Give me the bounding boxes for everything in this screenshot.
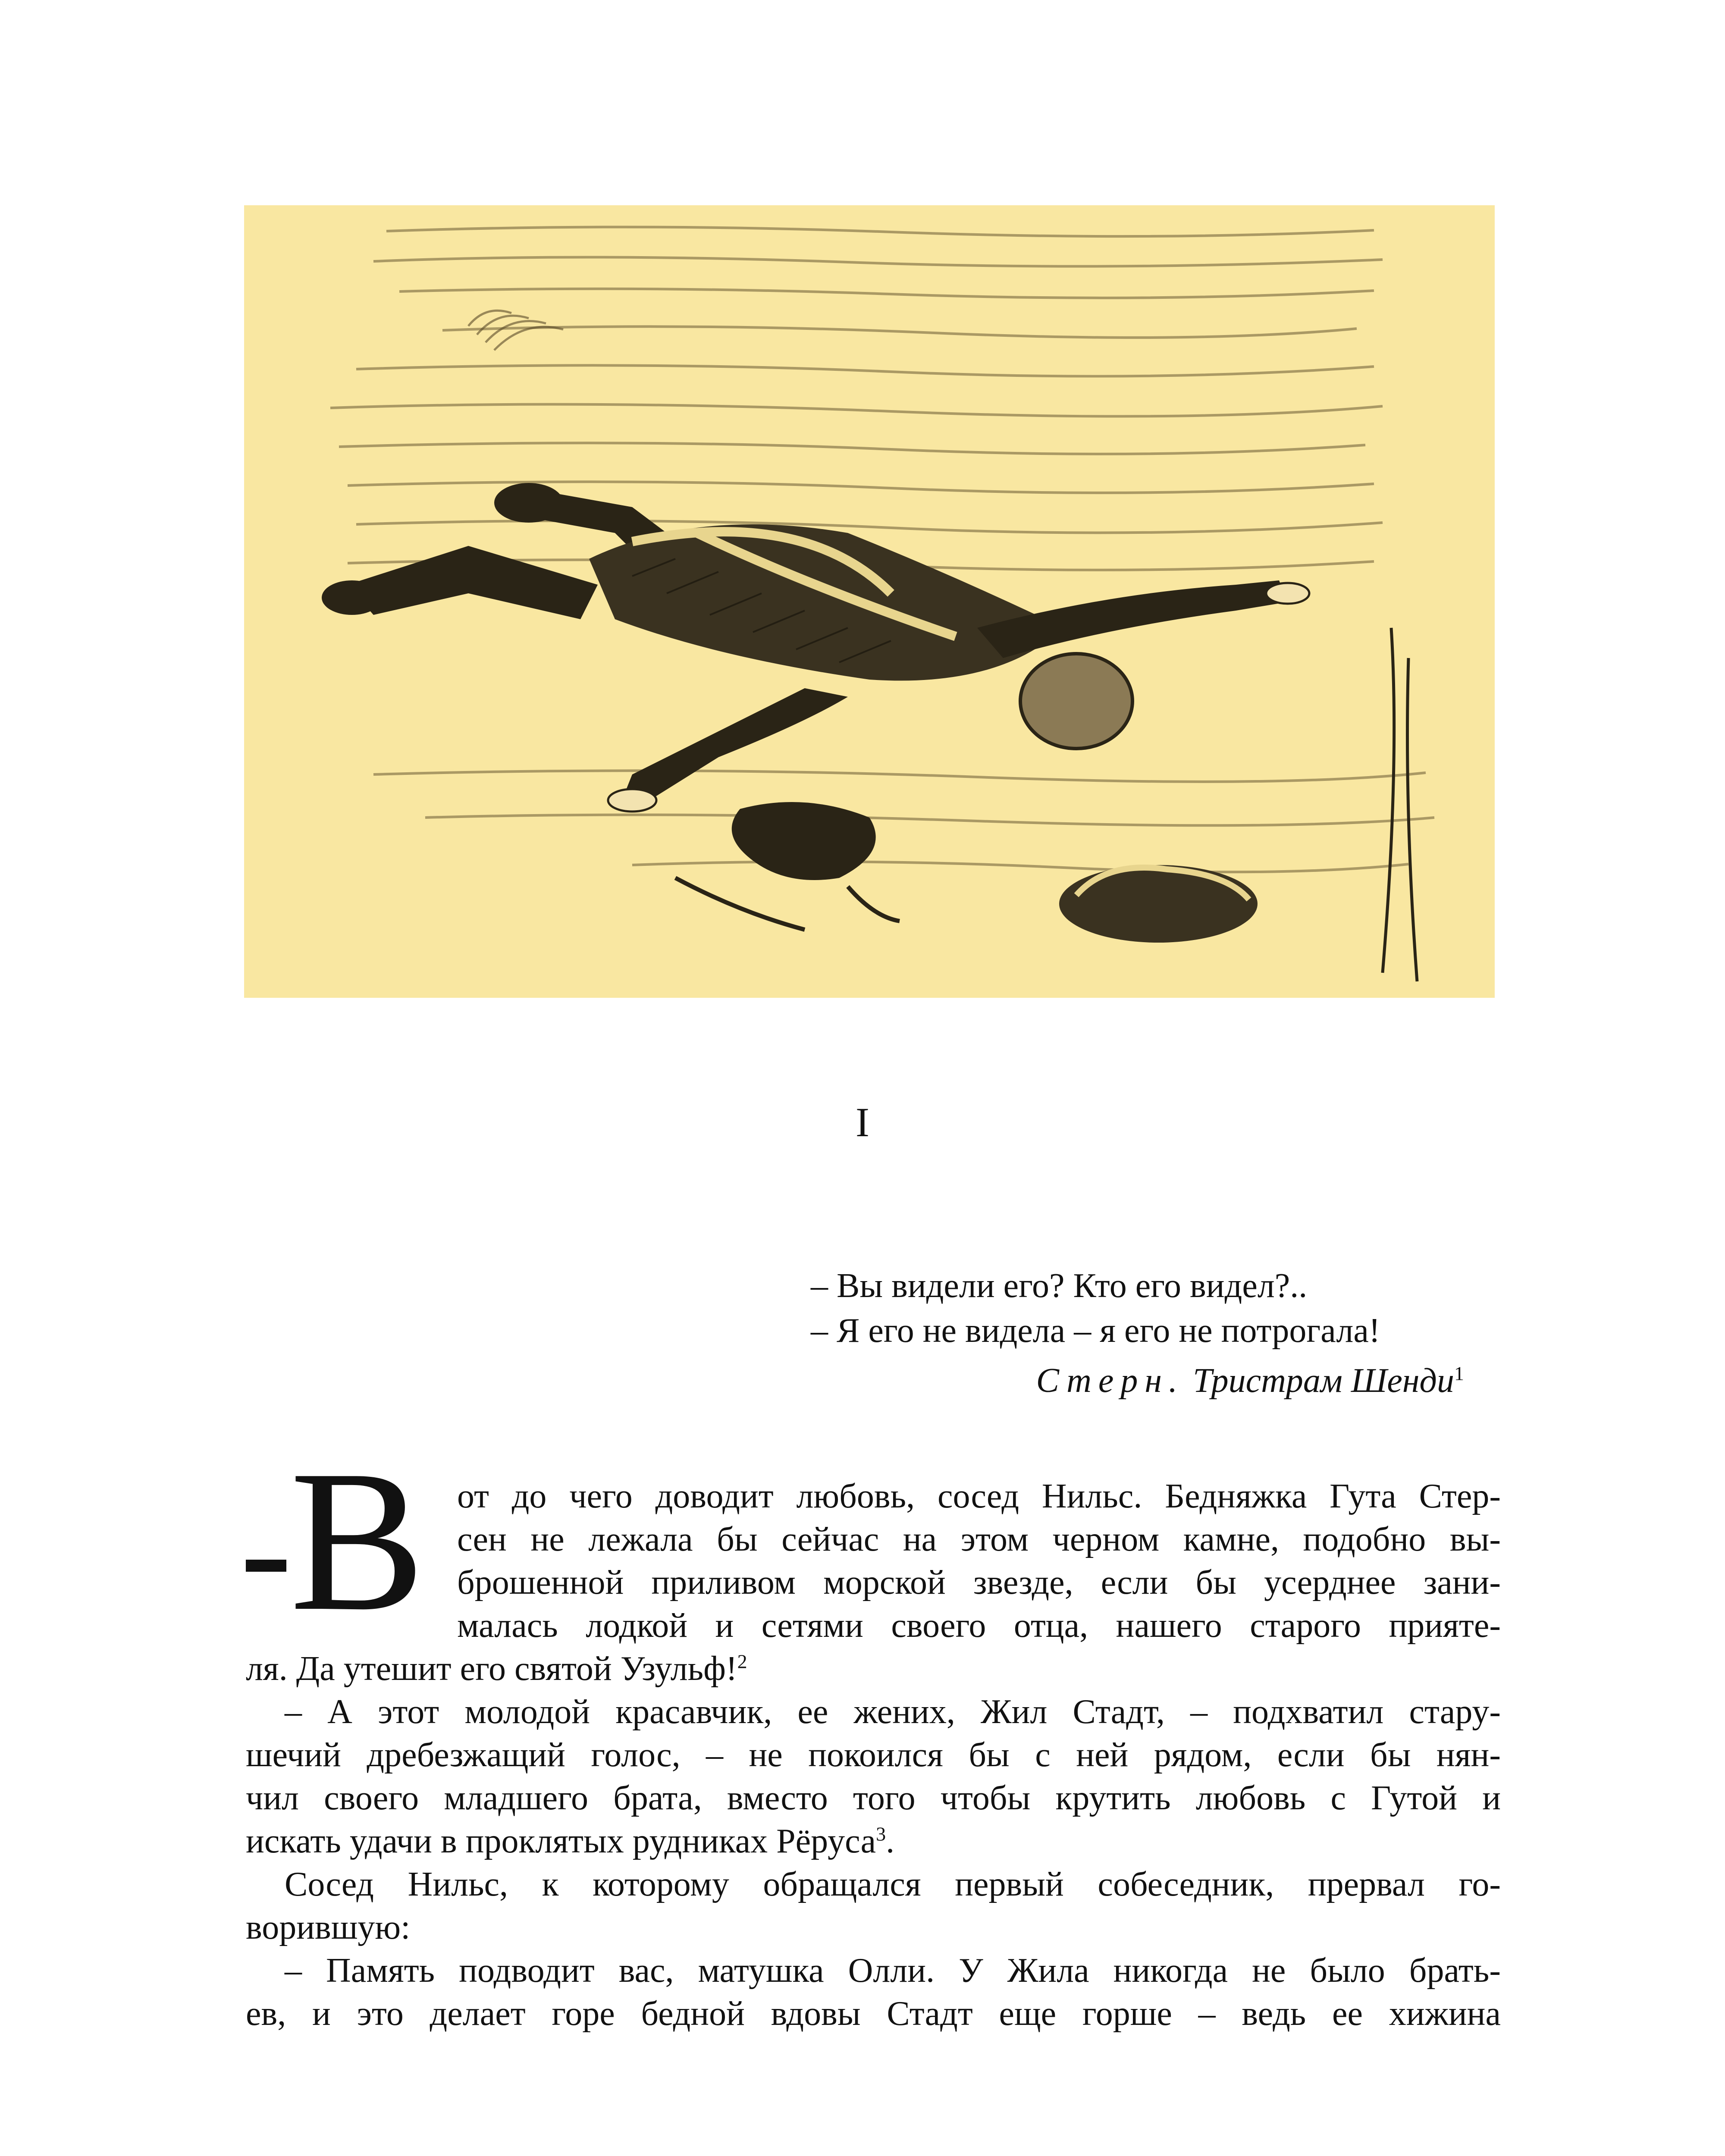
paragraph-3-line-2: ворившую: xyxy=(246,1908,411,1946)
epigraph-author: Стерн. xyxy=(1036,1362,1185,1400)
paragraph-1-line-2: сен не лежала бы сейчас на этом черном камне, подобно вы- xyxy=(457,1520,1501,1558)
paragraph-4-line-2: ев, и это делает горе бедной вдовы Стадт еще горше – ведь ее хижина xyxy=(246,1995,1501,2033)
epigraph xyxy=(811,1263,1464,1403)
dropcap-dash xyxy=(246,1560,286,1572)
chapter-illustration xyxy=(244,205,1495,998)
paragraph-2-line-4: искать удачи в проклятых рудниках Рёруса$^3$. xyxy=(246,1822,895,1860)
epigraph-work: Тристрам Шенди xyxy=(1193,1362,1454,1400)
epigraph-source xyxy=(811,1358,1464,1403)
paragraph-2-line-2: шечий дребезжащий голос, – не покоился бы с ней рядом, если бы нян- xyxy=(246,1736,1501,1774)
chapter-number: I xyxy=(856,1099,869,1145)
paragraph-1-line-5: ля. Да утешит его святой Узульф!$^2$ xyxy=(246,1650,747,1688)
footnote-marker-2: 2 xyxy=(737,1650,747,1673)
footnote-marker-1: 1 xyxy=(1454,1362,1464,1385)
footnote-marker-3: 3 xyxy=(876,1823,886,1845)
drowned-figure-engraving-icon xyxy=(244,205,1495,998)
paragraph-1-line-1: от до чего доводит любовь, сосед Нильс. Бедняжка Гута Стер- xyxy=(457,1477,1501,1515)
paragraph-1-line-3: брошенной приливом морской звезде, если бы усерднее зани- xyxy=(457,1564,1501,1601)
paragraph-2-line-3: чил своего младшего брата, вместо того чтобы крутить любовь с Гутой и xyxy=(246,1779,1501,1817)
paragraph-4-line-1: – Память подводит вас, матушка Олли. У Жила никогда не было брать- xyxy=(285,1952,1501,1990)
paragraph-1-line-4: малась лодкой и сетями своего отца, нашего старого прияте- xyxy=(457,1607,1501,1645)
epigraph-line-2: – Я его не видела – я его не потрогала! xyxy=(811,1312,1380,1350)
paragraph-3-line-1: Сосед Нильс, к которому обращался первый собеседник, прервал го- xyxy=(285,1865,1501,1903)
dropcap-letter: В xyxy=(290,1428,425,1653)
paragraph-2-line-1: – А этот молодой красавчик, ее жених, Жил Стадт, – подхватил стару- xyxy=(285,1693,1501,1731)
epigraph-line-1: – Вы видели его? Кто его видел?.. xyxy=(811,1267,1308,1305)
